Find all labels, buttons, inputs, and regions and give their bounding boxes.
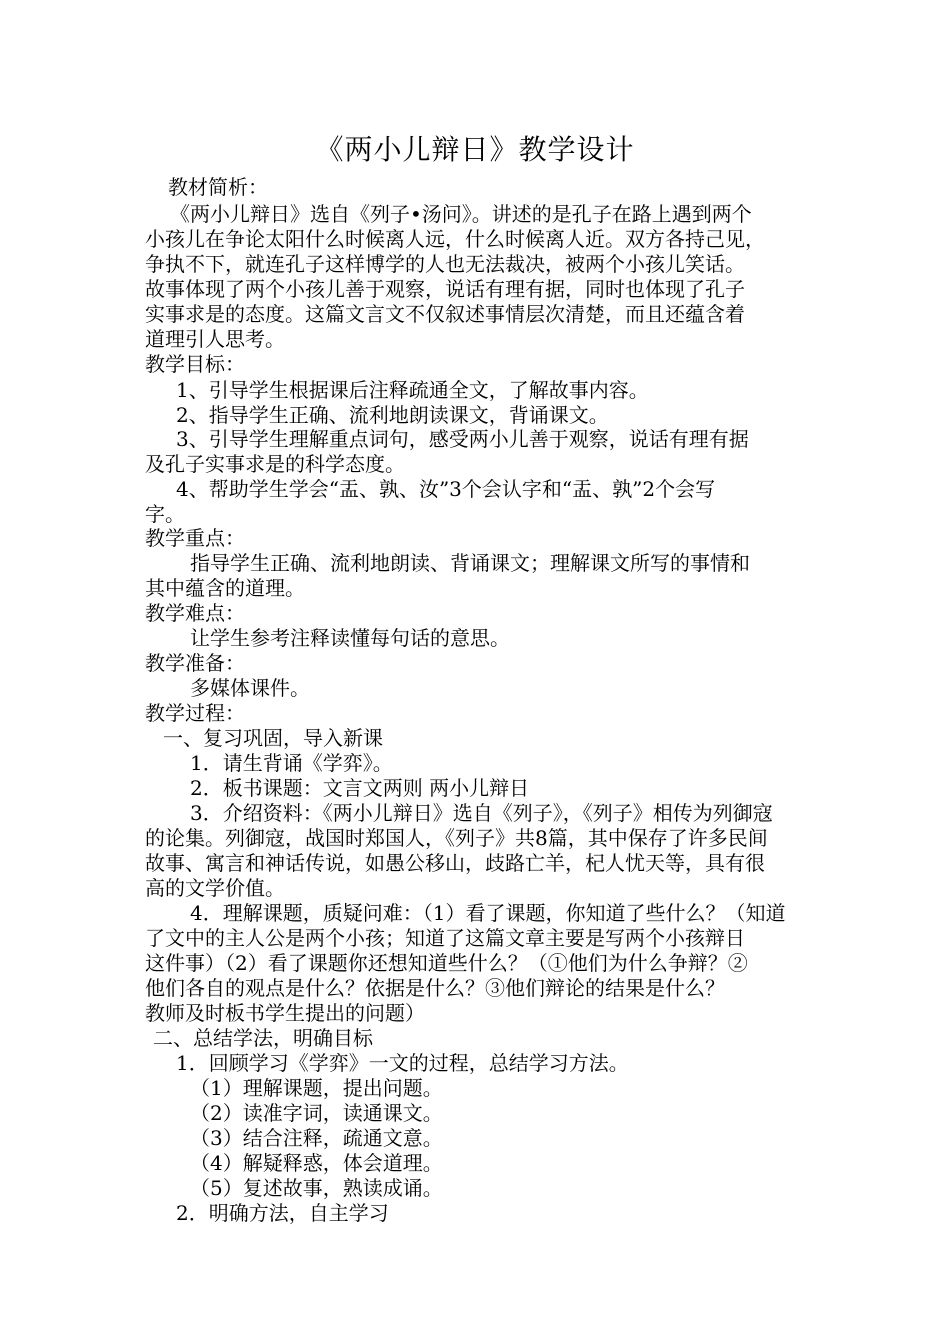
paragraph-line: 小孩儿在争论太阳什么时候离人远，什么时候离人近。双方各持己见，: [145, 227, 765, 251]
paragraph-line: 故事、寓言和神话传说，如愚公移山，歧路亡羊，杞人忧天等，具有很: [145, 851, 765, 875]
section-heading: 教学难点：: [145, 601, 245, 625]
list-item: （3）结合注释，疏通文意。: [190, 1126, 443, 1150]
list-item: （4）解疑释惑，体会道理。: [190, 1151, 443, 1175]
list-item: 2．明确方法，自主学习: [176, 1201, 389, 1225]
paragraph-line: 这件事）（2）看了课题你还想知道些什么？（①他们为什么争辩？②: [145, 951, 748, 975]
paragraph-line: 指导学生正确、流利地朗读、背诵课文；理解课文所写的事情和: [190, 551, 750, 575]
list-item: （1）理解课题，提出问题。: [190, 1076, 443, 1100]
paragraph-line: 教师及时板书学生提出的问题）: [145, 1001, 425, 1025]
section-heading: 教学重点：: [145, 526, 245, 550]
paragraph-line: 多媒体课件。: [190, 676, 310, 700]
list-item: 1．回顾学习《学弈》一文的过程，总结学习方法。: [176, 1051, 629, 1075]
subsection-heading: 一、复习巩固，导入新课: [163, 726, 383, 750]
section-heading: 教材简析：: [168, 175, 268, 199]
paragraph-line: 他们各自的观点是什么？依据是什么？③他们辩论的结果是什么？: [145, 976, 725, 1000]
list-item: （5）复述故事，熟读成诵。: [190, 1176, 443, 1200]
list-item: 1、引导学生根据课后注释疏通全文，了解故事内容。: [176, 378, 649, 402]
list-item: 3、引导学生理解重点词句，感受两小儿善于观察，说话有理有据: [176, 427, 749, 451]
paragraph-line: 其中蕴含的道理。: [145, 576, 305, 600]
section-heading: 教学过程：: [145, 701, 245, 725]
list-item: 4．理解课题，质疑问难：（1）看了课题，你知道了些什么？（知道: [190, 901, 786, 925]
paragraph-line: 争执不下，就连孔子这样博学的人也无法裁决，被两个小孩儿笑话。: [145, 252, 745, 276]
section-heading: 教学准备：: [145, 651, 245, 675]
paragraph-line: 的论集。列御寇，战国时郑国人，《列子》共8篇，其中保存了许多民间: [145, 826, 768, 850]
paragraph-line: 让学生参考注释读懂每句话的意思。: [190, 626, 510, 650]
list-item: 2．板书课题：文言文两则 两小儿辩日: [190, 776, 530, 800]
section-heading: 教学目标：: [145, 352, 245, 376]
document-title: 《两小儿辩日》教学设计: [315, 133, 635, 166]
paragraph-line: 故事体现了两个小孩儿善于观察，说话有理有据，同时也体现了孔子: [145, 277, 745, 301]
list-item: 及孔子实事求是的科学态度。: [145, 452, 405, 476]
list-item: 3．介绍资料：《两小儿辩日》选自《列子》，《列子》相传为列御寇: [190, 801, 773, 825]
list-item: 1．请生背诵《学弈》。: [190, 751, 393, 775]
paragraph-line: 实事求是的态度。这篇文言文不仅叙述事情层次清楚，而且还蕴含着: [145, 302, 745, 326]
list-item: 字。: [145, 502, 185, 526]
paragraph-line: 了文中的主人公是两个小孩；知道了这篇文章主要是写两个小孩辩日: [145, 926, 745, 950]
list-item: 4、帮助学生学会“盂、孰、汝”3个会认字和“盂、孰”2个会写: [176, 477, 716, 501]
list-item: （2）读准字词，读通课文。: [190, 1101, 443, 1125]
paragraph-line: 《两小儿辩日》选自《列子•汤问》。讲述的是孔子在路上遇到两个: [170, 202, 752, 226]
paragraph-line: 道理引人思考。: [145, 327, 285, 351]
list-item: 2、指导学生正确、流利地朗读课文，背诵课文。: [176, 403, 609, 427]
subsection-heading: 二、总结学法，明确目标: [153, 1026, 373, 1050]
paragraph-line: 高的文学价值。: [145, 876, 285, 900]
